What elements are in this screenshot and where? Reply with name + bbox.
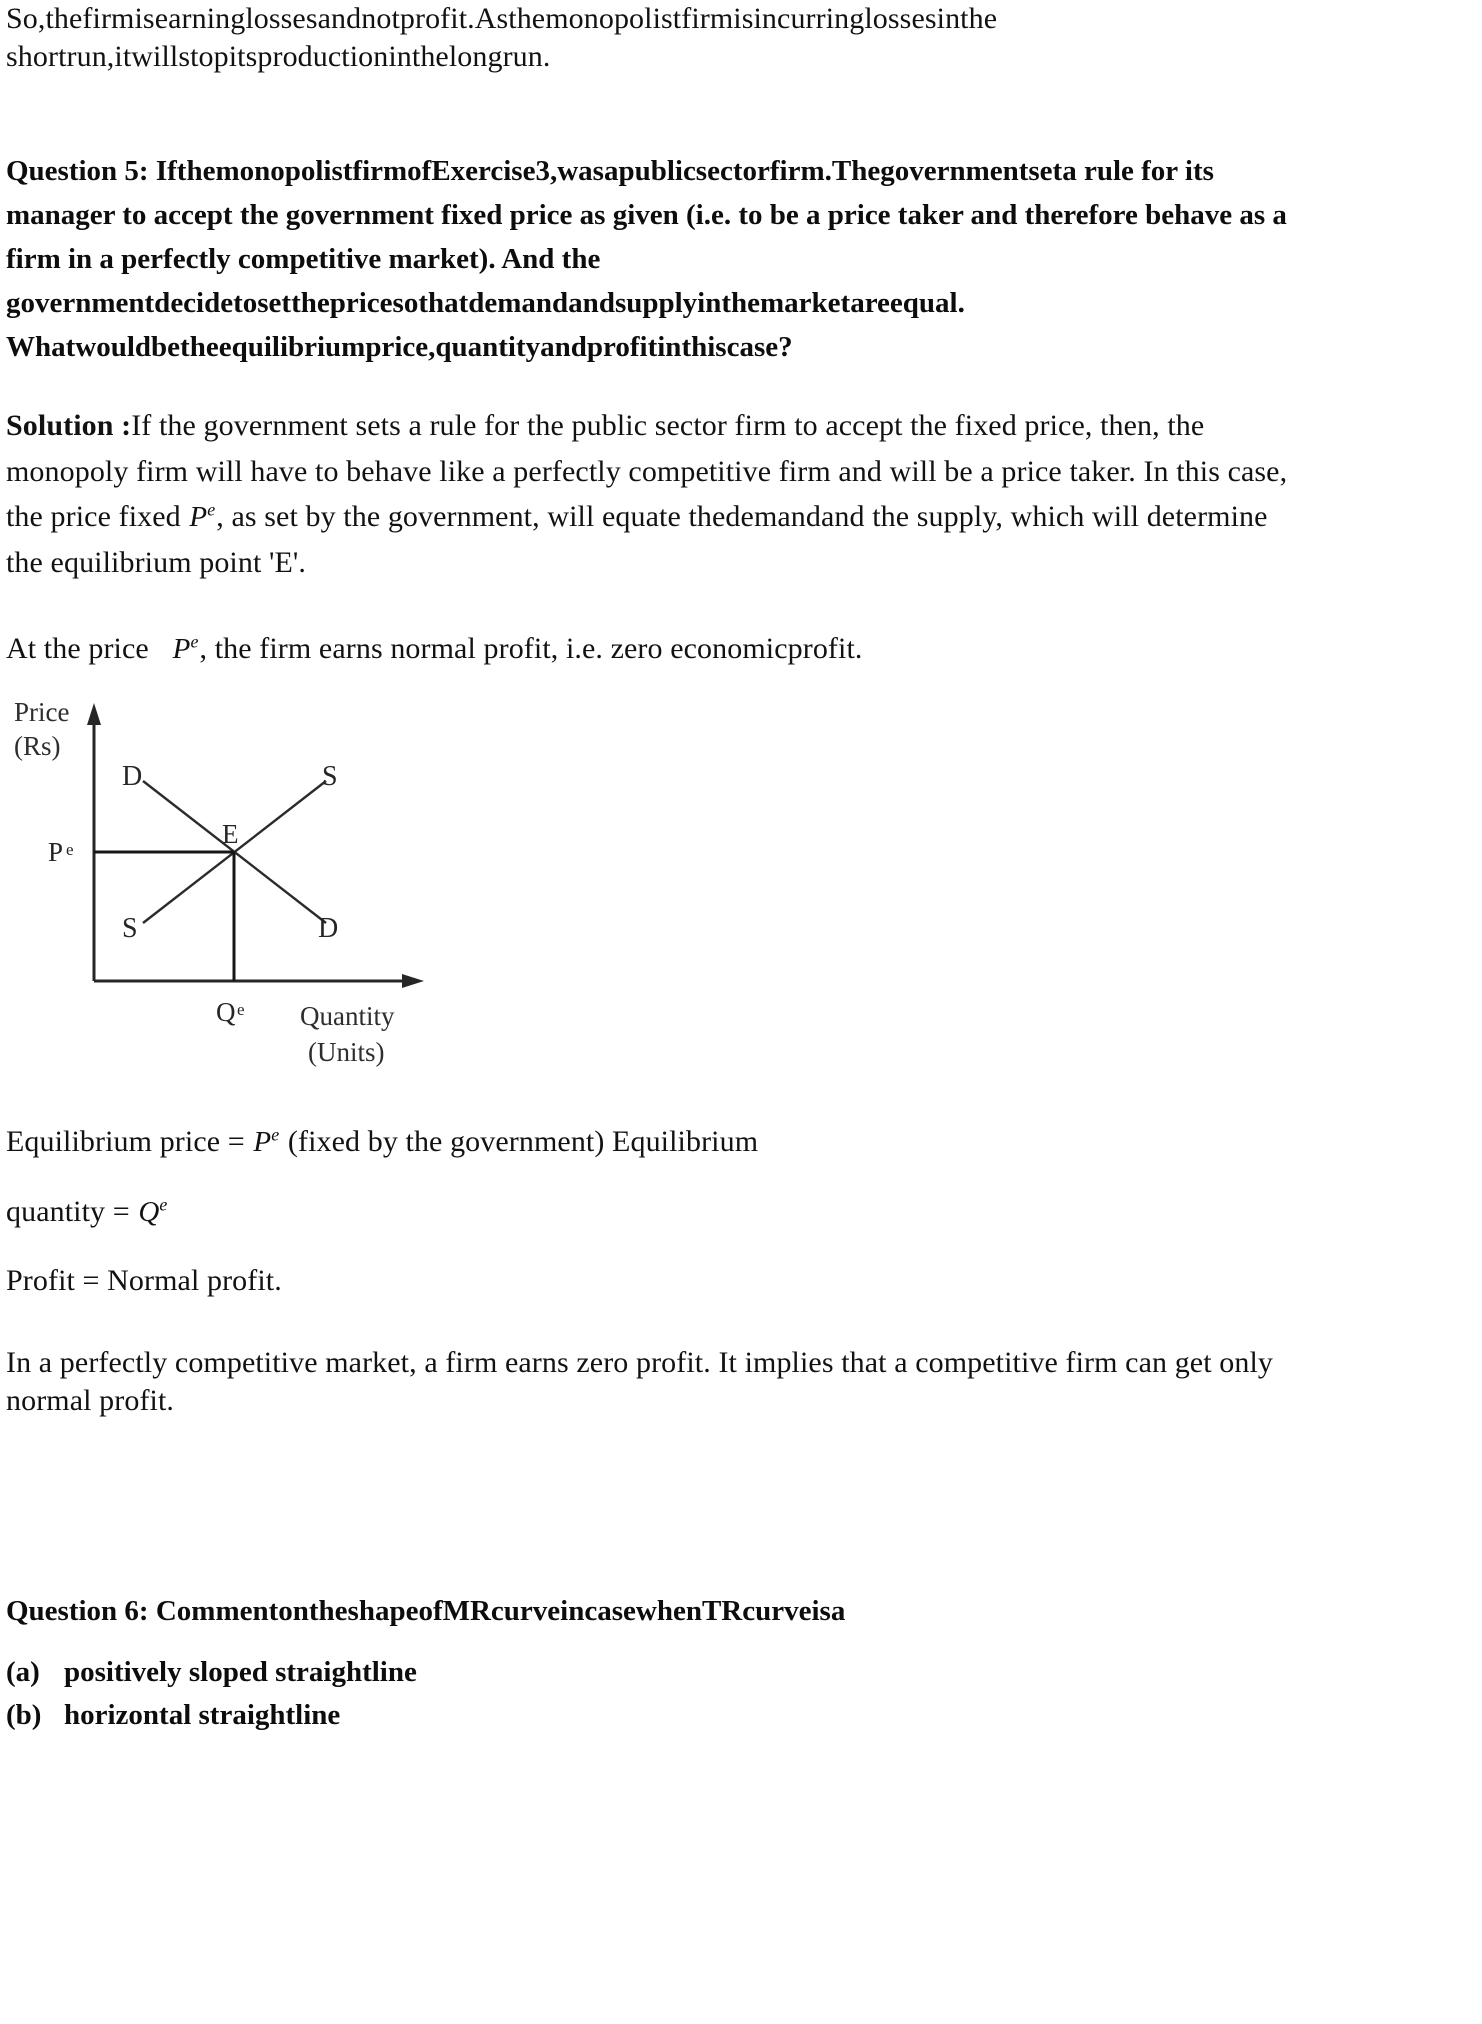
option-b-label: (b) (6, 1699, 42, 1732)
y-axis-label-line1: Price (14, 697, 70, 728)
demand-label-top: D (122, 761, 143, 793)
svg-text:e: e (66, 840, 74, 860)
intro-line-1: So,thefirmisearninglossesandnotprofit.Asthemonopolistfirmisincurringlossesinthe (6, 2, 998, 35)
solution-line-2: monopoly firm will have to behave like a perfectly competitive firm and will be a price taker. In this case, (6, 454, 1288, 488)
solution-line-3a: the price fixed (6, 500, 181, 534)
equilibrium-quantity-prefix: quantity = (6, 1194, 130, 1228)
solution-line-1: If the government sets a rule for the public sector firm to accept the fixed price, then, the (131, 409, 1205, 443)
question-5-line-1: Question 5: IfthemonopolistfirmofExercise3,wasapublicsectorfirm.Thegovernmentseta rule for its (6, 154, 1214, 187)
svg-text:e: e (237, 1000, 245, 1020)
y-axis-label-line2: (Rs) (14, 731, 61, 762)
normal-profit-paragraph (6, 626, 1476, 672)
quantity-variable-inline (137, 1196, 168, 1228)
question-5-line-5: Whatwouldbetheequilibriumprice,quantityandprofitinthiscase? (6, 331, 793, 364)
spacer (6, 83, 1476, 149)
question-6-option-b (6, 1694, 1476, 1738)
option-b-text: horizontal straightline (64, 1699, 341, 1732)
price-variable-exponent: e (190, 630, 199, 651)
x-axis (94, 974, 424, 988)
price-variable-base: P (172, 632, 191, 665)
price-variable-base: P (253, 1126, 272, 1159)
closing-line-1: In a perfectly competitive market, a firm earns zero profit. It implies that a competitive firm can get only (6, 1345, 1273, 1379)
intro-line-2: shortrun,itwillstopitsproductioninthelongrun. (6, 40, 551, 74)
supply-demand-svg (8, 685, 468, 1085)
y-axis (87, 703, 101, 981)
normal-profit-prefix: At the price (6, 631, 149, 665)
spacer (6, 1085, 1476, 1119)
question-6-option-a (6, 1651, 1476, 1695)
page-content (6, 0, 1476, 1738)
question-5-line-4: governmentdecidetosetthepricesothatdemandandsupplyinthemarketareequal. (6, 287, 965, 320)
spacer (6, 369, 1476, 403)
supply-label-top: S (322, 761, 338, 793)
solution-line-3b: , as set by the government, will equate thedemandand the supply, which will determine (216, 500, 1268, 534)
price-variable-inline-2 (172, 630, 200, 665)
intro-paragraph (6, 0, 1476, 77)
normal-profit-suffix: , the firm earns normal profit, i.e. zero economicprofit. (199, 631, 863, 665)
price-axis-tick-label (48, 837, 74, 867)
equilibrium-price-prefix: Equilibrium price = (6, 1125, 245, 1159)
price-variable-inline (188, 501, 216, 533)
spacer (6, 1310, 1476, 1344)
closing-line-2: normal profit. (6, 1384, 175, 1418)
spacer (6, 1427, 1476, 1523)
quantity-variable-exponent: e (159, 1194, 168, 1215)
solution-paragraph (6, 403, 1476, 585)
spacer (6, 592, 1476, 626)
price-variable-exponent: e (271, 1124, 280, 1145)
x-axis-label-line1: Quantity (300, 1001, 395, 1032)
equilibrium-quantity-paragraph (6, 1189, 1476, 1235)
closing-paragraph (6, 1344, 1476, 1421)
equilibrium-price-suffix: (fixed by the government) Equilibrium (287, 1125, 759, 1159)
quantity-variable-base: Q (138, 1195, 160, 1228)
question-5-heading (6, 149, 1476, 369)
supply-demand-figure (8, 685, 468, 1085)
price-variable-inline-3 (252, 1126, 280, 1158)
solution-label: Solution : (6, 409, 132, 443)
spacer (6, 1633, 1476, 1651)
demand-label-bottom: D (318, 913, 339, 945)
supply-label-bottom: S (122, 913, 138, 945)
price-variable-base: P (189, 501, 208, 534)
spacer (6, 1240, 1476, 1258)
spacer (6, 1171, 1476, 1189)
spacer (6, 1523, 1476, 1589)
option-a-text: positively sloped straightline (64, 1655, 417, 1688)
question-5-line-3: firm in a perfectly competitive market). And the (6, 242, 601, 275)
question-5-line-2: manager to accept the government fixed price as given (i.e. to be a price taker and therefore behave as a (6, 198, 1287, 231)
svg-text:Q: Q (216, 997, 236, 1028)
solution-line-4: the equilibrium point 'E'. (6, 545, 307, 579)
quantity-axis-tick-label (216, 997, 245, 1027)
price-variable-exponent: e (207, 499, 216, 520)
x-axis-label-line2: (Units) (308, 1037, 385, 1068)
equilibrium-price-paragraph (6, 1119, 1476, 1165)
profit-paragraph: Profit = Normal profit. (6, 1264, 282, 1298)
svg-text:P: P (48, 837, 64, 868)
option-a-label: (a) (6, 1655, 40, 1688)
equilibrium-point-label: E (222, 819, 239, 850)
question-6-heading: Question 6: CommentontheshapeofMRcurveincasewhenTRcurveisa (6, 1594, 846, 1627)
